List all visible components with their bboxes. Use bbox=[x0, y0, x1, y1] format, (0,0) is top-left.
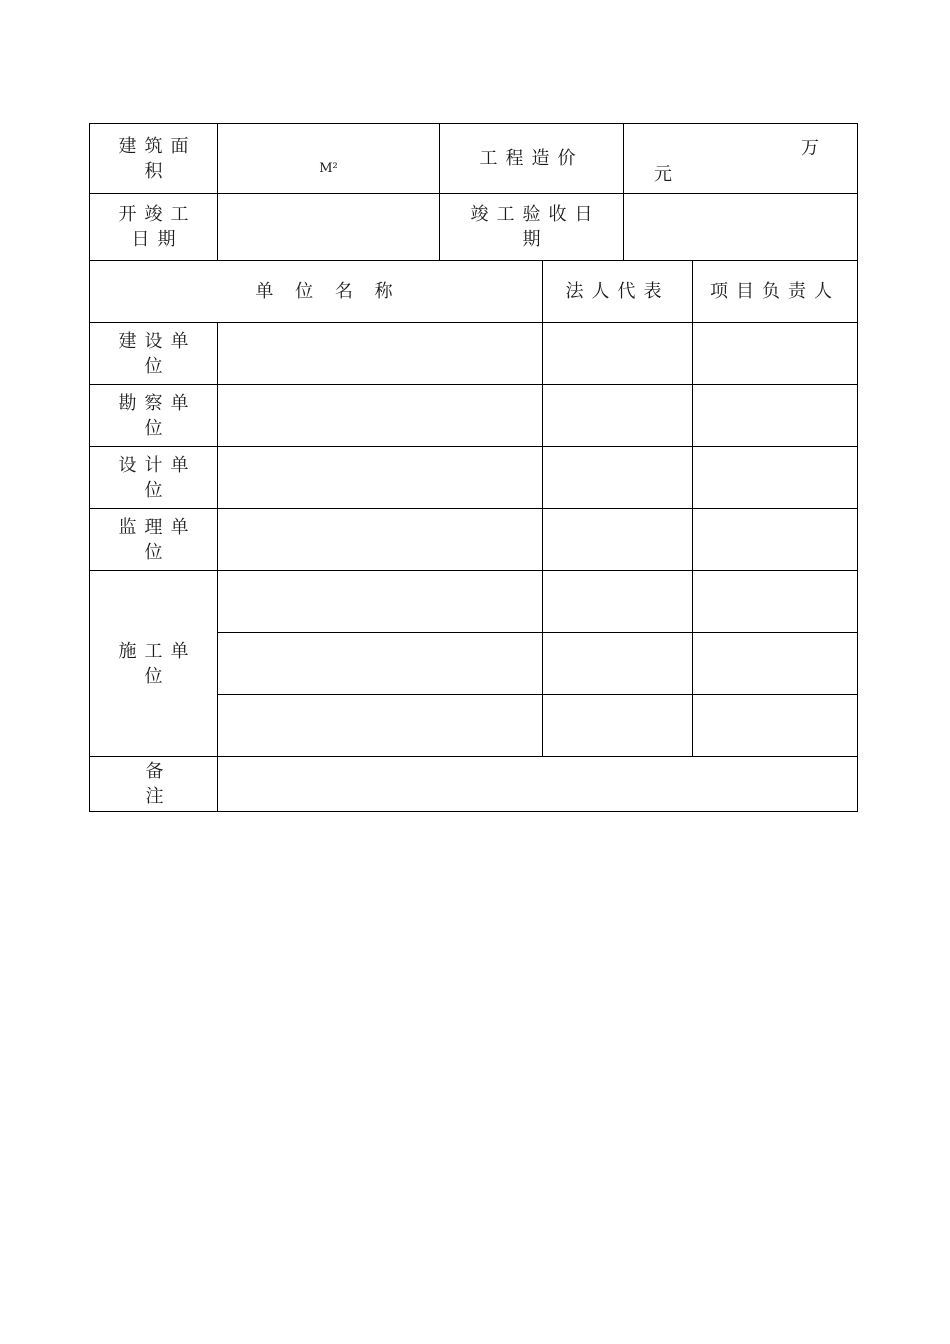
start-value-cell[interactable] bbox=[218, 194, 440, 261]
unit-name-cell[interactable] bbox=[218, 447, 543, 509]
legal-rep-cell[interactable] bbox=[543, 509, 693, 571]
unit-label-cell bbox=[90, 571, 218, 757]
unit-name-cell[interactable] bbox=[218, 323, 543, 385]
unit-label: 监理单位 bbox=[118, 516, 197, 563]
finish-value-cell[interactable] bbox=[624, 194, 858, 261]
project-info-table bbox=[89, 123, 858, 261]
unit-label-cell bbox=[90, 447, 218, 509]
start-label: 开竣工日期 bbox=[118, 204, 197, 250]
cost-value-cell[interactable] bbox=[624, 124, 858, 194]
finish-label: 竣工验收日期 bbox=[470, 204, 601, 250]
column-header-manager: 项目负责人 bbox=[693, 261, 858, 323]
unit-name-cell[interactable] bbox=[218, 633, 543, 695]
finish-label-cell bbox=[440, 194, 624, 261]
cost-unit-yuan: 元 bbox=[654, 164, 680, 185]
unit-label-cell bbox=[90, 509, 218, 571]
unit-label-cell bbox=[90, 323, 218, 385]
unit-name-cell[interactable] bbox=[218, 571, 543, 633]
manager-cell[interactable] bbox=[693, 509, 858, 571]
remarks-value-cell[interactable] bbox=[218, 757, 858, 812]
cost-label: 工程造价 bbox=[479, 148, 584, 169]
unit-label: 勘察单位 bbox=[118, 392, 197, 439]
manager-cell[interactable] bbox=[693, 447, 858, 509]
unit-name-cell[interactable] bbox=[218, 385, 543, 447]
legal-rep-cell[interactable] bbox=[543, 447, 693, 509]
manager-cell[interactable] bbox=[693, 695, 858, 757]
legal-rep-cell[interactable] bbox=[543, 695, 693, 757]
manager-cell[interactable] bbox=[693, 571, 858, 633]
column-header-legal-rep: 法人代表 bbox=[543, 261, 693, 323]
start-label-cell bbox=[90, 194, 218, 261]
cost-unit-wan: 万 bbox=[801, 138, 827, 159]
area-value-cell[interactable] bbox=[218, 124, 440, 194]
unit-label: 施工单位 bbox=[118, 640, 197, 687]
cost-label-cell bbox=[440, 124, 624, 194]
manager-cell[interactable] bbox=[693, 633, 858, 695]
unit-label: 设计单位 bbox=[118, 454, 197, 501]
legal-rep-cell[interactable] bbox=[543, 385, 693, 447]
unit-label: 建设单位 bbox=[118, 330, 197, 377]
legal-rep-cell[interactable] bbox=[543, 571, 693, 633]
remarks-label: 备注 bbox=[145, 761, 172, 807]
area-label: 建筑面积 bbox=[118, 135, 197, 182]
column-header-name: 单 位 名 称 bbox=[90, 261, 543, 323]
legal-rep-cell[interactable] bbox=[543, 633, 693, 695]
units-table bbox=[89, 260, 858, 812]
unit-name-cell[interactable] bbox=[218, 695, 543, 757]
area-unit: M² bbox=[319, 161, 338, 176]
manager-cell[interactable] bbox=[693, 385, 858, 447]
remarks-label-cell bbox=[90, 757, 218, 812]
manager-cell[interactable] bbox=[693, 323, 858, 385]
unit-label-cell bbox=[90, 385, 218, 447]
area-label-cell bbox=[90, 124, 218, 194]
legal-rep-cell[interactable] bbox=[543, 323, 693, 385]
unit-name-cell[interactable] bbox=[218, 509, 543, 571]
